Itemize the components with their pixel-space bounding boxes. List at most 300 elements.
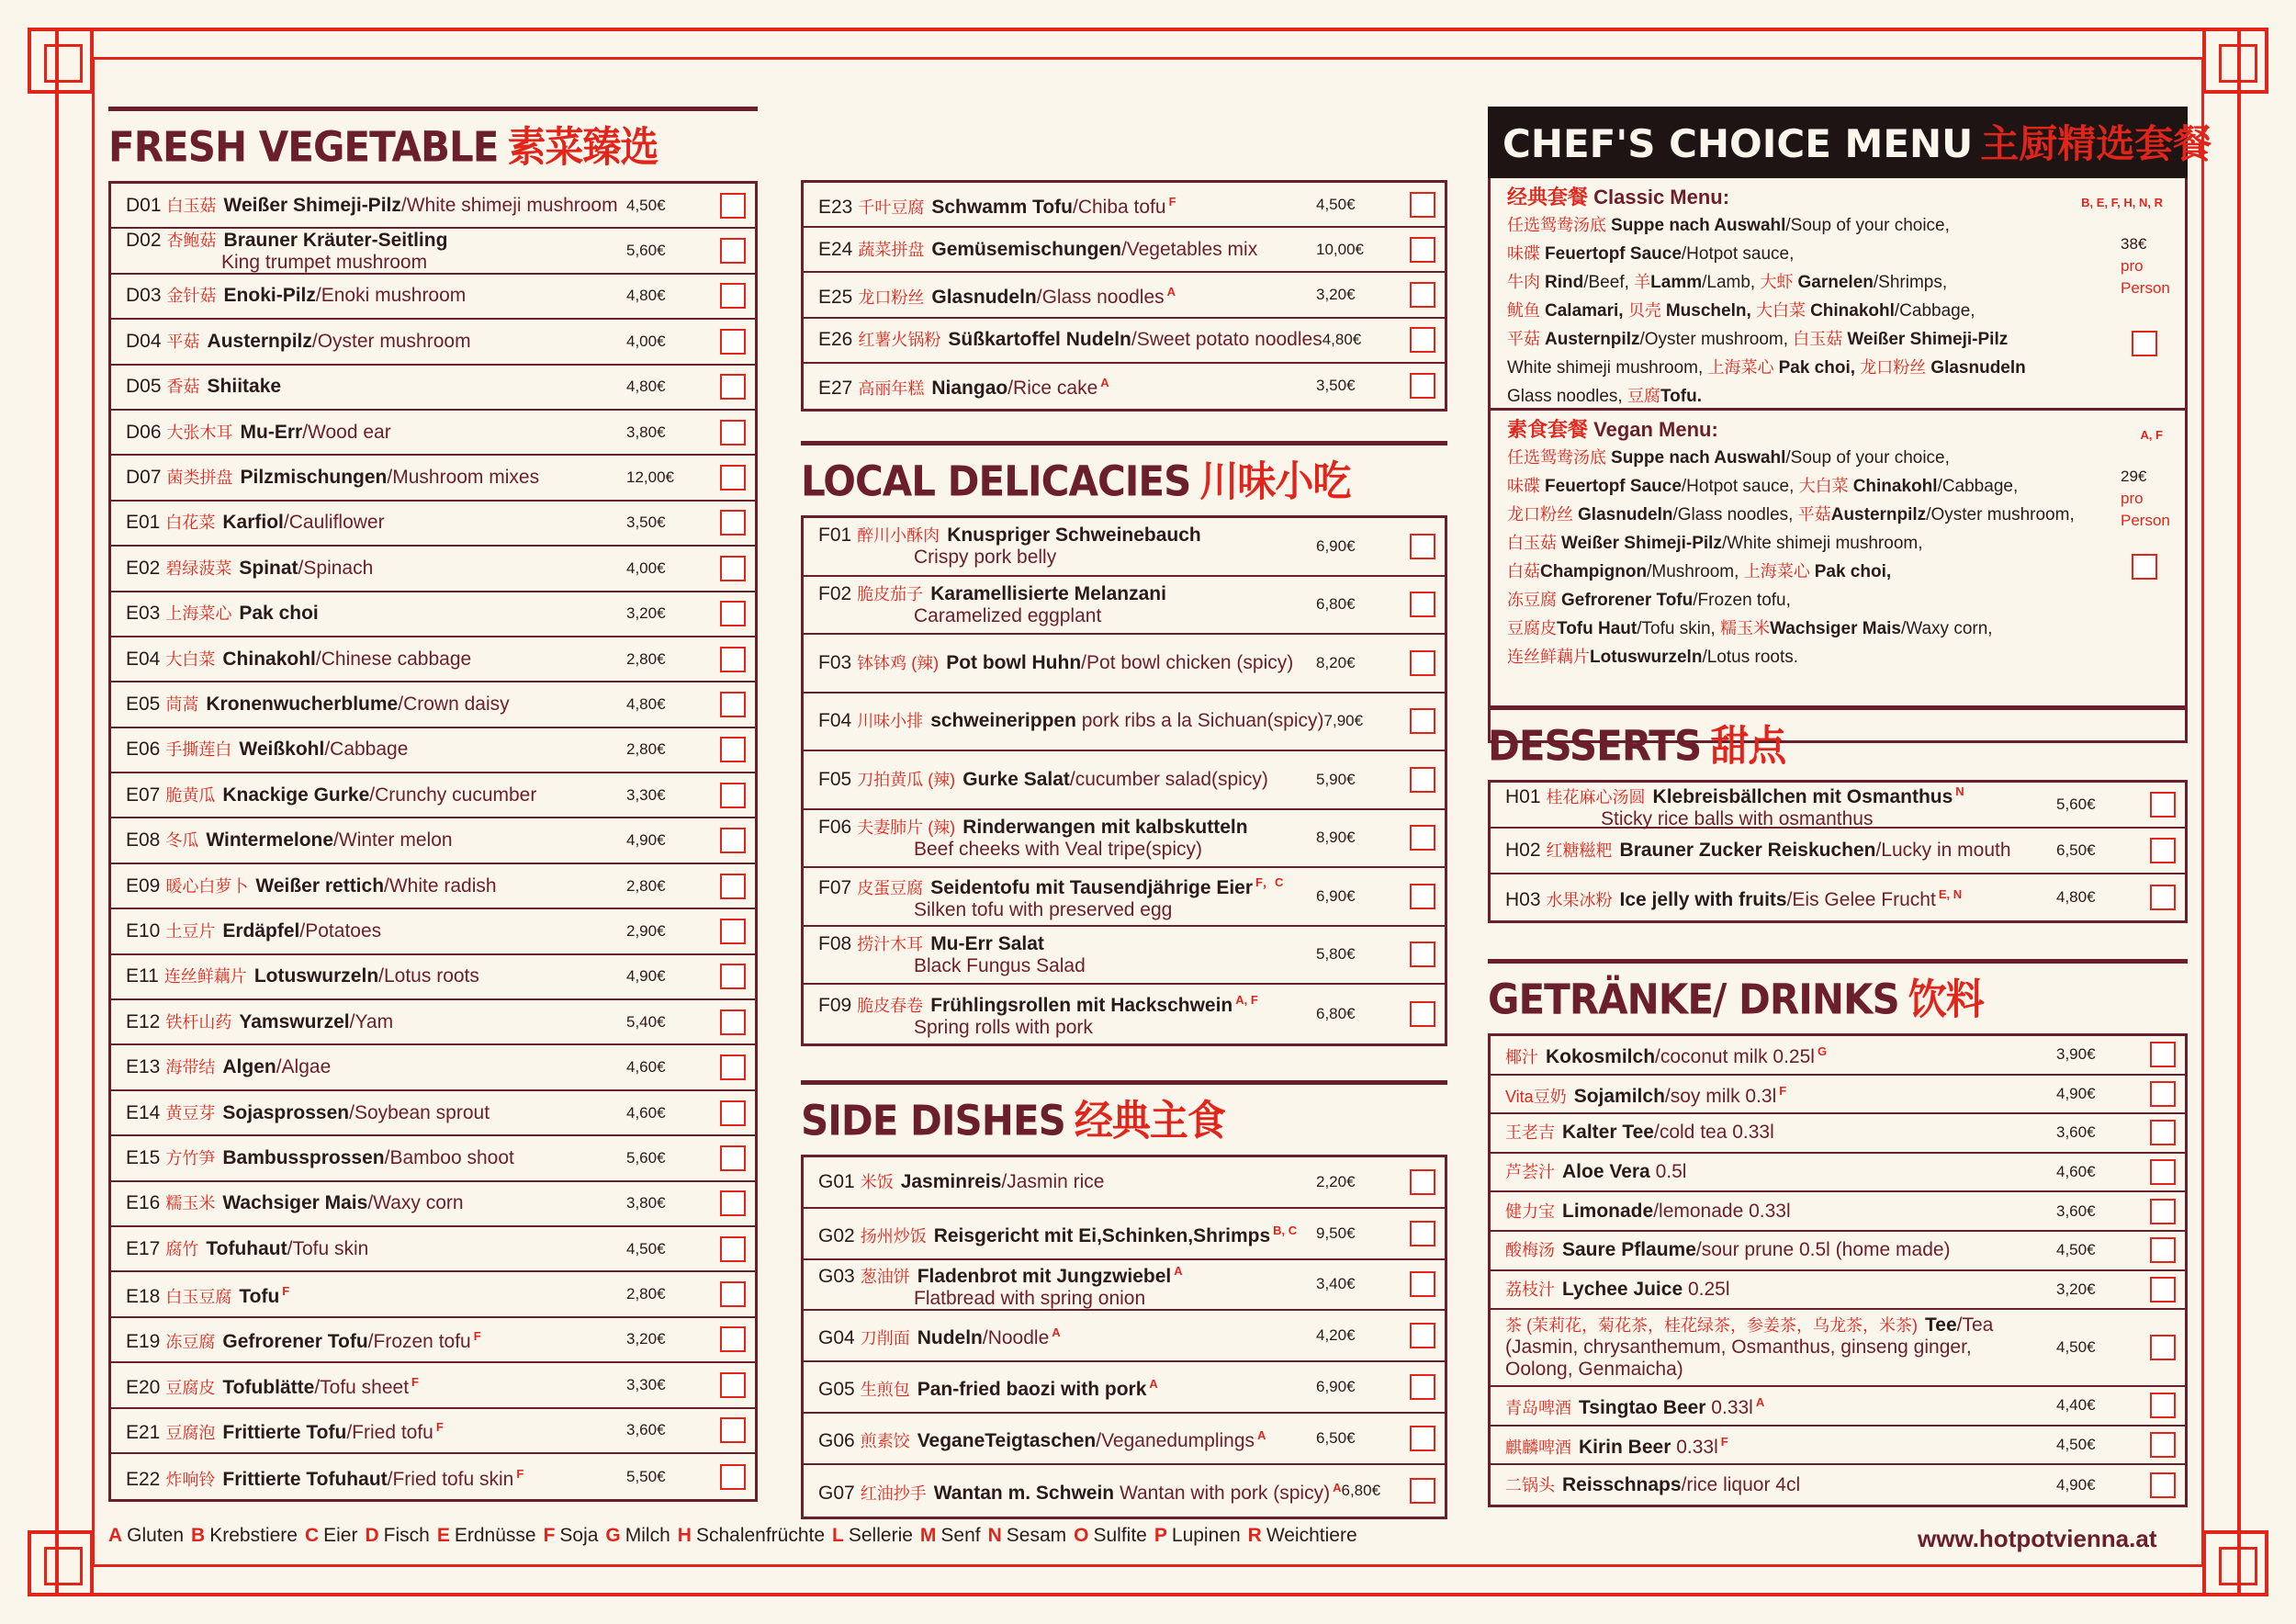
- item-name-en: /Yam: [349, 1010, 394, 1032]
- item-code: E17: [126, 1237, 161, 1259]
- menu-item-row: [111, 1318, 755, 1363]
- order-checkbox[interactable]: [720, 465, 746, 491]
- item-price: 3,80€: [626, 1194, 666, 1212]
- item-name-de: Glasnudeln: [931, 286, 1037, 308]
- item-name-de: Frittierte Tofuhaut: [222, 1468, 388, 1490]
- item-price: 8,90€: [1316, 829, 1356, 847]
- item-price: 4,60€: [626, 1058, 666, 1077]
- item-name-de: Aloe Vera: [1562, 1161, 1650, 1183]
- item-price: 6,80€: [1341, 1481, 1381, 1499]
- menu-item-row: [111, 1454, 755, 1499]
- allergen-letter: E: [436, 1525, 450, 1546]
- allergen-name: Sellerie: [848, 1525, 913, 1546]
- order-checkbox[interactable]: [2150, 1199, 2176, 1224]
- item-name-de: Brauner Zucker Reiskuchen: [1619, 840, 1876, 861]
- ingredient-zh: 牛肉: [1507, 273, 1546, 291]
- item-name-zh: 荔枝汁: [1505, 1280, 1555, 1299]
- ingredient-zh: 羊: [1634, 273, 1651, 291]
- order-checkbox[interactable]: [720, 964, 746, 989]
- ingredient-en: /Lamb,: [1702, 273, 1761, 292]
- section-title-desserts: [1488, 714, 2188, 773]
- item-description: [126, 784, 626, 806]
- item-price: 4,60€: [626, 1103, 666, 1122]
- item-name-zh: 红油抄手: [860, 1483, 927, 1503]
- allergen-letter: F: [543, 1525, 556, 1546]
- ingredient-en: /Lotus roots.: [1702, 648, 1799, 667]
- item-name-de: Yamswurzel: [239, 1010, 350, 1032]
- section-rule: [1488, 705, 2188, 710]
- item-name-de: Austernpilz: [207, 330, 312, 352]
- item-name-zh: 健力宝: [1505, 1201, 1555, 1221]
- column-side-dishes: [801, 1080, 1447, 1519]
- order-checkbox[interactable]: [720, 420, 746, 445]
- item-price: 4,50€: [2056, 1338, 2096, 1357]
- order-checkbox[interactable]: [720, 283, 746, 309]
- order-checkbox[interactable]: [720, 1145, 746, 1171]
- order-checkbox[interactable]: [720, 1464, 746, 1490]
- item-name-de: Saure Pflaume: [1562, 1239, 1696, 1261]
- classic-menu-price: [2121, 233, 2170, 299]
- allergen-name: Weichtiere: [1266, 1525, 1357, 1546]
- item-description: [1505, 1122, 2056, 1144]
- order-checkbox[interactable]: [1410, 1271, 1435, 1297]
- item-name-zh: 龙口粉丝: [858, 288, 925, 307]
- order-checkbox[interactable]: [720, 1417, 746, 1443]
- order-checkbox[interactable]: [1410, 1169, 1435, 1195]
- item-description: [126, 558, 626, 580]
- allergen-codes: B, E, F, H, N, R: [2081, 196, 2163, 209]
- ingredient-de: Lotuswurzeln: [1590, 648, 1703, 667]
- item-description: [1505, 1314, 2056, 1381]
- ingredient-zh: 白菇: [1507, 562, 1540, 581]
- item-description: [818, 652, 1316, 674]
- item-name-de: Bambussprossen: [222, 1146, 385, 1168]
- item-code: E27: [818, 378, 853, 400]
- item-code: D02: [126, 229, 162, 251]
- item-price: 3,60€: [2056, 1201, 2096, 1220]
- item-price: 5,50€: [626, 1467, 666, 1485]
- item-name-zh: 海带结: [165, 1058, 216, 1077]
- item-description: [818, 1373, 1316, 1401]
- order-checkbox[interactable]: [720, 647, 746, 672]
- order-checkbox[interactable]: [1410, 884, 1435, 909]
- order-checkbox[interactable]: [720, 919, 746, 944]
- item-name-zh: 手撕莲白: [165, 740, 232, 760]
- order-checkbox[interactable]: [720, 1054, 746, 1080]
- order-checkbox[interactable]: [1410, 708, 1435, 734]
- item-name-zh: 冬瓜: [165, 831, 199, 851]
- section-title-zh: 饮料: [1908, 975, 1984, 1024]
- item-description: [126, 648, 626, 671]
- order-checkbox[interactable]: [2150, 1042, 2176, 1067]
- order-checkbox[interactable]: [720, 1100, 746, 1126]
- item-name-de: Weißer rettich: [255, 874, 385, 897]
- item-description: [126, 875, 626, 897]
- ingredient-en: /Hotpot sauce,: [1681, 477, 1799, 496]
- menu-item-row: [111, 1000, 755, 1045]
- allergen-codes: F: [1720, 1435, 1728, 1449]
- item-code: E03: [126, 603, 161, 625]
- item-price: 5,60€: [626, 242, 666, 260]
- order-checkbox[interactable]: [720, 828, 746, 853]
- item-name-de: Gurke Salat: [962, 768, 1070, 790]
- menu-box-chefs-choice: [1488, 178, 2188, 743]
- item-price: 3,20€: [2056, 1280, 2096, 1298]
- order-checkbox[interactable]: [2132, 331, 2157, 356]
- item-name-en: /Crunchy cucumber: [369, 784, 537, 806]
- item-name-zh: 水果冰粉: [1546, 891, 1613, 909]
- vegan-menu-title-en: Vegan Menu:: [1593, 418, 1718, 441]
- item-name-de: Tofublätte: [222, 1376, 315, 1398]
- ingredient-zh: 任选鸳鸯汤底: [1507, 216, 1612, 234]
- item-code: E16: [126, 1192, 161, 1214]
- order-checkbox[interactable]: [2132, 554, 2157, 580]
- item-name-zh: 千叶豆腐: [858, 197, 925, 217]
- item-name-de: Frittierte Tofu: [222, 1422, 347, 1444]
- menu-item-row: [111, 773, 755, 818]
- order-checkbox[interactable]: [1410, 237, 1435, 263]
- item-code: D07: [126, 467, 162, 489]
- item-price: 6,50€: [2056, 841, 2096, 859]
- order-checkbox[interactable]: [1410, 1478, 1435, 1504]
- item-code: G03: [818, 1265, 855, 1287]
- order-checkbox[interactable]: [720, 1236, 746, 1262]
- item-name-en: /Lotus roots: [378, 965, 479, 987]
- order-checkbox[interactable]: [720, 737, 746, 762]
- menu-item-row: [111, 909, 755, 954]
- item-name-en: /Algae: [276, 1056, 332, 1078]
- section-title-en: FRESH VEGETABLE: [108, 122, 499, 172]
- item-name-zh: 生煎包: [860, 1381, 910, 1400]
- section-rule: [801, 1080, 1447, 1085]
- section-title-en: GETRÄNKE/ DRINKS: [1488, 975, 1899, 1024]
- ingredient-de: Weißer Shimeji-Pilz: [1561, 534, 1722, 553]
- item-name-de: Tee: [1925, 1314, 1957, 1336]
- order-checkbox[interactable]: [1410, 534, 1435, 559]
- item-name-en: /Glass noodles: [1036, 286, 1165, 308]
- order-checkbox[interactable]: [720, 329, 746, 355]
- item-description: [126, 1102, 626, 1124]
- item-name-de: Sojamilch: [1573, 1085, 1665, 1107]
- order-checkbox[interactable]: [720, 193, 746, 219]
- person-label: Person: [2121, 512, 2170, 529]
- order-checkbox[interactable]: [720, 874, 746, 899]
- item-name-de: VeganeTeigtaschen: [917, 1429, 1097, 1451]
- order-checkbox[interactable]: [1410, 942, 1435, 967]
- item-name-en: /Noodle: [982, 1327, 1050, 1349]
- item-description: [126, 1147, 626, 1169]
- item-name-en: /Bamboo shoot: [384, 1146, 514, 1168]
- item-name-en: /Potatoes: [299, 919, 382, 942]
- allergen-letter: A: [108, 1525, 123, 1546]
- menu-item-row: [1491, 1192, 2185, 1232]
- menu-line: [1507, 268, 2174, 297]
- item-name-zh: 扬州炒饭: [860, 1226, 927, 1246]
- pro-label: pro: [2121, 490, 2144, 507]
- item-price: 3,50€: [626, 513, 666, 532]
- order-checkbox[interactable]: [1410, 373, 1435, 399]
- item-name-en: Wantan with pork (spicy): [1114, 1482, 1331, 1504]
- classic-menu-title-en: Classic Menu:: [1593, 186, 1730, 209]
- item-description: [818, 1171, 1316, 1193]
- item-name-zh: 黄豆芽: [165, 1103, 216, 1122]
- item-name-zh: 脆皮春卷: [857, 997, 924, 1016]
- item-name-en: /Oyster mushroom: [311, 330, 471, 352]
- order-checkbox[interactable]: [720, 1372, 746, 1398]
- item-code: F07: [818, 877, 852, 899]
- item-name-de: Shiitake: [207, 376, 282, 398]
- item-name-en: /White radish: [384, 874, 497, 897]
- ingredient-zh: 上海菜心: [1743, 562, 1815, 581]
- item-code: E26: [818, 329, 853, 351]
- order-checkbox[interactable]: [2150, 838, 2176, 863]
- allergen-letter: G: [605, 1525, 621, 1546]
- item-code: F04: [818, 710, 852, 732]
- order-checkbox[interactable]: [1410, 1221, 1435, 1246]
- allergen-letter: R: [1247, 1525, 1262, 1546]
- item-name-de: Wintermelone: [206, 829, 334, 851]
- order-checkbox[interactable]: [2150, 1277, 2176, 1303]
- item-price: 4,80€: [626, 287, 666, 305]
- item-name-zh: 川味小排: [857, 712, 924, 731]
- item-name-zh: 腐竹: [165, 1239, 199, 1258]
- order-checkbox[interactable]: [2150, 1237, 2176, 1263]
- order-checkbox[interactable]: [720, 238, 746, 264]
- allergen-name: Sesam: [1006, 1525, 1067, 1546]
- item-code: E18: [126, 1286, 161, 1308]
- order-checkbox[interactable]: [2150, 1393, 2176, 1418]
- item-description: [1505, 1201, 2056, 1223]
- item-price: 6,90€: [1316, 1378, 1356, 1396]
- website-link[interactable]: www.hotpotvienna.at: [1918, 1525, 2157, 1552]
- allergen-codes: F: [1168, 194, 1176, 209]
- order-checkbox[interactable]: [2150, 1081, 2176, 1107]
- menu-item-row: [111, 547, 755, 592]
- menu-line: [1507, 558, 2174, 586]
- item-name-de: Rinderwangen mit kalbskutteln: [962, 816, 1248, 838]
- item-price: 3,20€: [1316, 285, 1356, 303]
- item-name-de: Knackige Gurke: [222, 784, 370, 806]
- menu-item-row: [1491, 1232, 2185, 1271]
- order-checkbox[interactable]: [1410, 327, 1435, 353]
- item-code: F01: [818, 524, 852, 547]
- item-name-de: Karamellisierte Melanzani: [930, 582, 1166, 604]
- item-name-de: Mu-Err Salat: [930, 932, 1044, 954]
- item-name-de: Lychee Juice: [1562, 1278, 1683, 1300]
- item-name-en: 0.33l: [1705, 1397, 1753, 1419]
- item-description: [126, 1416, 626, 1444]
- column-fresh-vegetable: [108, 107, 758, 1502]
- allergen-codes: A, F: [2140, 428, 2163, 442]
- item-price: 3,50€: [1316, 377, 1356, 395]
- item-description: [818, 1425, 1316, 1452]
- allergen-name: Fisch: [383, 1525, 430, 1546]
- classic-menu-set: [1491, 178, 2185, 408]
- menu-line: [1507, 444, 2174, 472]
- item-price: 3,40€: [1316, 1275, 1356, 1293]
- menu-item-row: [804, 1414, 1445, 1465]
- ingredient-zh: 大虾: [1760, 273, 1798, 291]
- order-checkbox[interactable]: [720, 692, 746, 717]
- item-name-de: Pan-fried baozi with pork: [917, 1379, 1147, 1401]
- ingredient-de: Chinakohl: [1852, 477, 1938, 496]
- item-price: 3,20€: [626, 1330, 666, 1348]
- item-price: 4,00€: [626, 332, 666, 350]
- item-description: [126, 331, 626, 353]
- item-code: E08: [126, 829, 161, 851]
- menu-line: [1507, 354, 2174, 382]
- item-code: E23: [818, 196, 853, 218]
- item-description: [1505, 840, 2056, 862]
- order-checkbox[interactable]: [2150, 1335, 2176, 1360]
- item-price: 3,90€: [2056, 1045, 2096, 1064]
- price: 38€: [2121, 235, 2147, 253]
- order-checkbox[interactable]: [1410, 767, 1435, 793]
- menu-item-row: [804, 751, 1445, 810]
- order-checkbox[interactable]: [1410, 1323, 1435, 1348]
- order-checkbox[interactable]: [720, 1281, 746, 1307]
- menu-item-row: [111, 275, 755, 320]
- menu-line: [1507, 472, 2174, 501]
- item-price: 4,20€: [1316, 1326, 1356, 1345]
- order-checkbox[interactable]: [720, 556, 746, 581]
- item-price: 4,50€: [1316, 195, 1356, 213]
- item-price: 3,80€: [626, 423, 666, 441]
- item-name-en: /Frozen tofu: [367, 1331, 471, 1353]
- item-description: [126, 512, 626, 534]
- ingredient-zh: 连丝鲜藕片: [1507, 648, 1590, 666]
- menu-item-row: [804, 183, 1445, 228]
- menu-item-row: [111, 1136, 755, 1181]
- order-checkbox[interactable]: [1410, 592, 1435, 617]
- menu-item-row: [804, 635, 1445, 694]
- classic-menu-title-zh: 经典套餐: [1507, 186, 1589, 209]
- ingredient-de: Austernpilz: [1830, 505, 1927, 524]
- ingredient-de: Feuertopf Sauce: [1545, 477, 1682, 496]
- item-name-de: Gefrorener Tofu: [222, 1331, 368, 1353]
- item-code: G07: [818, 1482, 855, 1504]
- item-price: 6,90€: [1316, 536, 1356, 555]
- ingredient-en: /Cabbage,: [1894, 301, 1975, 321]
- order-checkbox[interactable]: [2150, 792, 2176, 818]
- allergen-codes: G: [1817, 1044, 1828, 1059]
- item-name-zh: 大白菜: [165, 649, 216, 669]
- item-price: 6,90€: [1316, 886, 1356, 905]
- item-code: E21: [126, 1422, 161, 1444]
- item-price: 9,50€: [1316, 1224, 1356, 1242]
- item-price: 3,30€: [626, 785, 666, 804]
- order-checkbox[interactable]: [720, 1190, 746, 1216]
- order-checkbox[interactable]: [1410, 825, 1435, 851]
- item-name-zh: 菌类拼盘: [166, 468, 233, 488]
- item-code: F08: [818, 932, 852, 954]
- item-code: H01: [1505, 785, 1541, 807]
- item-code: G05: [818, 1379, 855, 1401]
- allergen-codes: A: [1149, 1377, 1158, 1392]
- item-name-en: 0.5l: [1649, 1161, 1687, 1183]
- menu-line: [1507, 501, 2174, 529]
- order-checkbox[interactable]: [1410, 1001, 1435, 1027]
- section-title-en: DESSERTS: [1488, 721, 1702, 771]
- order-checkbox[interactable]: [2150, 1159, 2176, 1185]
- item-name-zh: 平菇: [166, 332, 200, 351]
- corner-ornament: [2202, 1530, 2268, 1596]
- item-subtitle: Oolong, Genmaicha): [1505, 1359, 1683, 1381]
- item-description: [1505, 1279, 2056, 1301]
- item-code: E14: [126, 1101, 161, 1123]
- order-checkbox[interactable]: [2150, 1120, 2176, 1145]
- item-description: [1505, 1392, 2056, 1419]
- item-price: 4,90€: [626, 967, 666, 986]
- item-name-de: Süßkartoffel Nudeln: [948, 329, 1131, 351]
- menu-line: [1507, 615, 2174, 643]
- item-name-en: /Jasmin rice: [1001, 1170, 1105, 1192]
- order-checkbox[interactable]: [2150, 885, 2176, 910]
- order-checkbox[interactable]: [1410, 1426, 1435, 1451]
- item-description: [818, 1477, 1341, 1505]
- allergen-letter: C: [304, 1525, 320, 1546]
- item-description: [818, 872, 1316, 920]
- item-subtitle: (Jasmin, chrysanthemum, Osmanthus, ginseng ginger,: [1505, 1336, 1972, 1359]
- item-price: 2,80€: [626, 649, 666, 668]
- order-checkbox[interactable]: [720, 783, 746, 808]
- ingredient-en: /Mushroom,: [1647, 562, 1744, 581]
- item-name-zh: 钵钵鸡 (辣): [857, 653, 940, 672]
- item-name-en: /Mushroom mixes: [387, 467, 540, 489]
- order-checkbox[interactable]: [2150, 1432, 2176, 1458]
- order-checkbox[interactable]: [720, 1009, 746, 1035]
- item-name-zh: 皮蛋豆腐: [857, 879, 924, 898]
- item-code: E06: [126, 739, 161, 761]
- item-code: H02: [1505, 840, 1541, 861]
- order-checkbox[interactable]: [1410, 192, 1435, 218]
- item-description: [126, 195, 626, 217]
- item-name-de: Kokosmilch: [1546, 1046, 1656, 1068]
- order-checkbox[interactable]: [1410, 1374, 1435, 1400]
- order-checkbox[interactable]: [2150, 1472, 2176, 1498]
- item-code: E19: [126, 1331, 161, 1353]
- item-name-de: Kalter Tee: [1562, 1122, 1654, 1144]
- item-name-zh: 王老吉: [1505, 1123, 1555, 1143]
- menu-box-fresh-vegetable-cont: [801, 180, 1447, 412]
- order-checkbox[interactable]: [720, 374, 746, 400]
- menu-item-row: [804, 319, 1445, 364]
- item-description: [818, 817, 1316, 860]
- menu-item-row: [804, 694, 1445, 752]
- ingredient-de: Glasnudeln: [1578, 505, 1673, 524]
- ingredient-de: Gefrorener Tofu: [1561, 591, 1694, 610]
- order-checkbox[interactable]: [720, 510, 746, 536]
- item-description: [126, 965, 626, 987]
- menu-item-row: [1491, 1387, 2185, 1427]
- item-name-de: Spinat: [239, 557, 298, 579]
- order-checkbox[interactable]: [720, 1326, 746, 1352]
- ingredient-de: Glasnudeln: [1930, 358, 2026, 378]
- order-checkbox[interactable]: [1410, 282, 1435, 308]
- item-description: [1505, 1161, 2056, 1183]
- item-price: 4,90€: [2056, 1475, 2096, 1494]
- order-checkbox[interactable]: [1410, 650, 1435, 676]
- order-checkbox[interactable]: [720, 601, 746, 626]
- item-code: E13: [126, 1056, 161, 1078]
- ingredient-de: Suppe nach Auswahl: [1611, 216, 1786, 235]
- item-price: 4,50€: [626, 1239, 666, 1257]
- item-price: 3,30€: [626, 1375, 666, 1393]
- ingredient-de: Weißer Shimeji-Pilz: [1847, 330, 2009, 349]
- item-name-zh: 红薯火锅粉: [858, 331, 941, 350]
- item-name-de: Mu-Err: [240, 421, 303, 443]
- allergen-codes: B, C: [1273, 1223, 1298, 1237]
